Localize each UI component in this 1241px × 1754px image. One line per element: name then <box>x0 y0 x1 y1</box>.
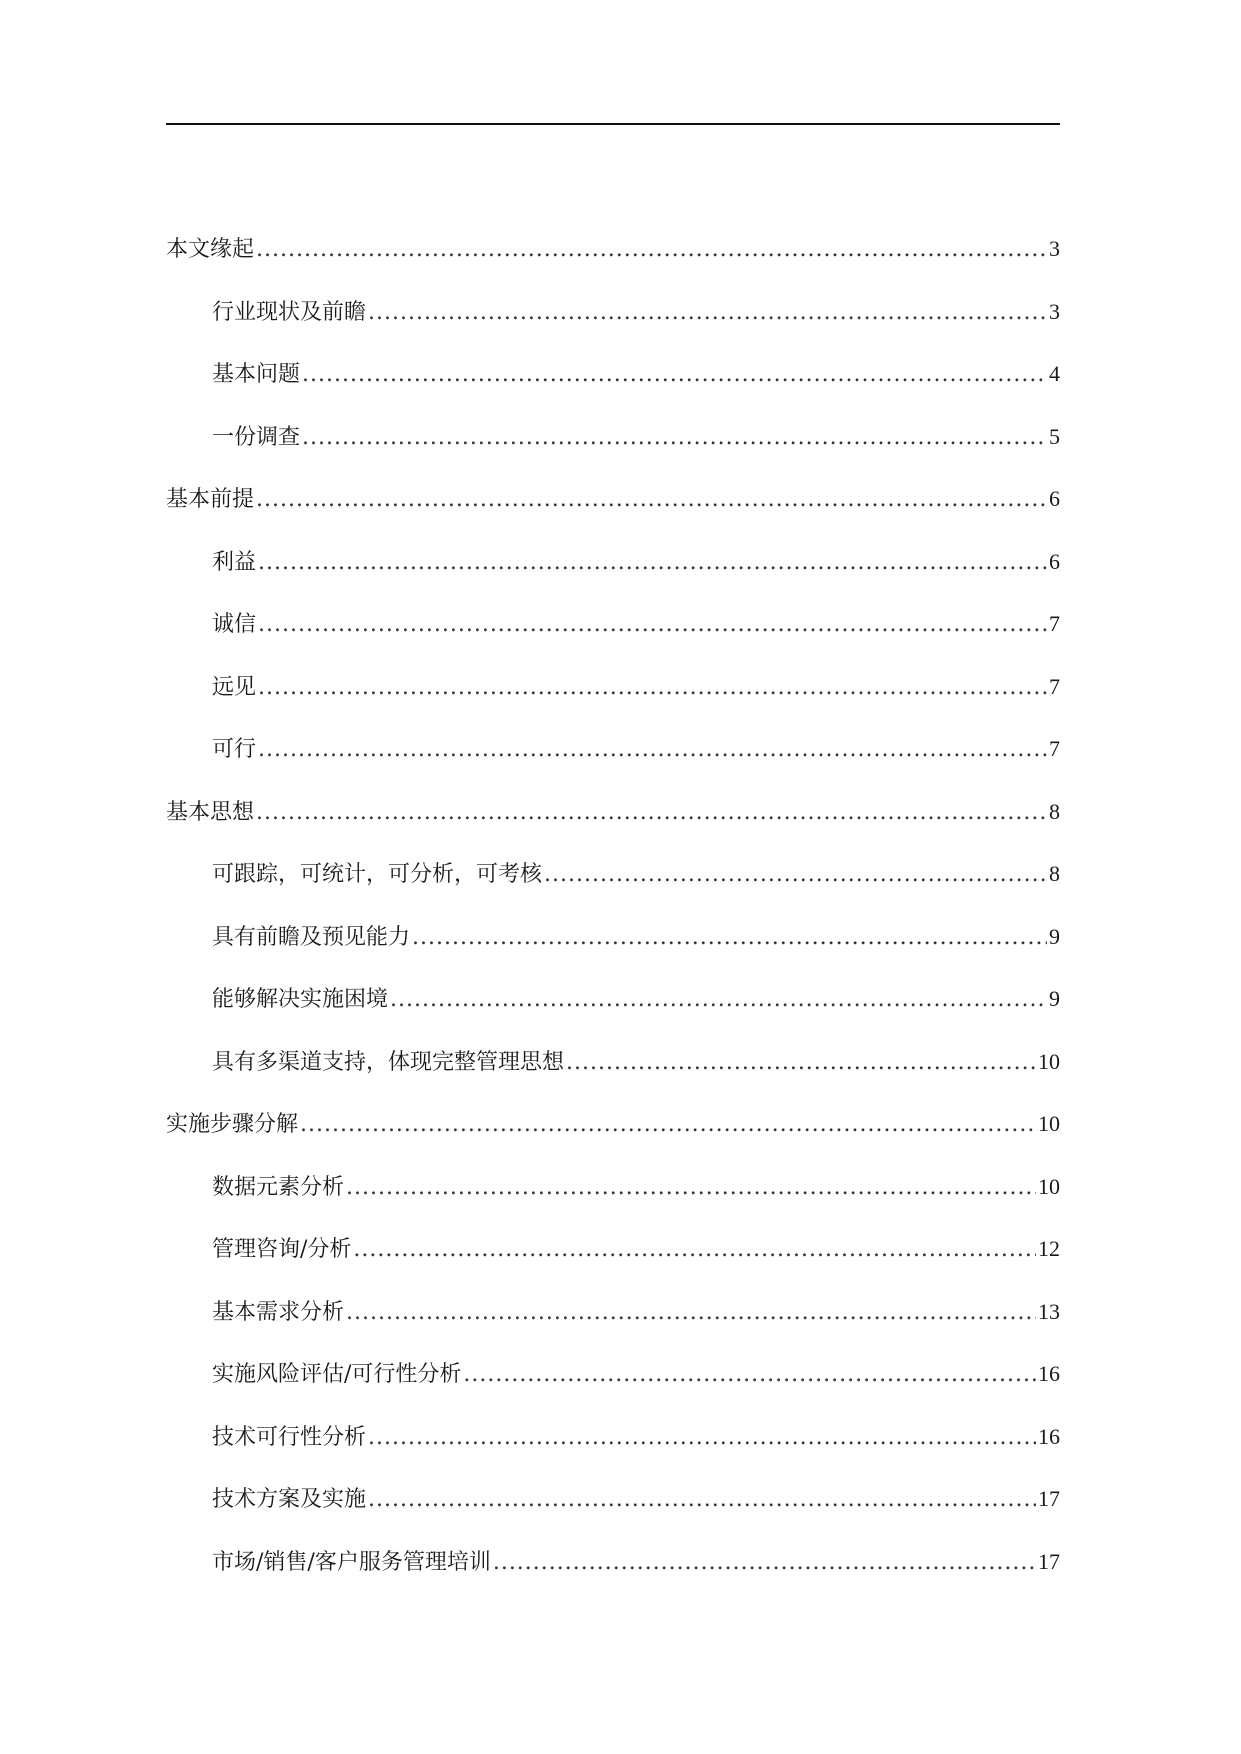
toc-entry[interactable] <box>166 484 1060 547</box>
toc-entry[interactable] <box>166 859 1060 922</box>
toc-entry-page-number: 10 <box>1038 1173 1060 1199</box>
dot-leader <box>256 235 1047 265</box>
toc-entry-page-number: 3 <box>1049 298 1060 324</box>
toc-entry[interactable] <box>166 422 1060 485</box>
toc-entry-page-number: 7 <box>1049 736 1060 761</box>
toc-entry-title: 具有多渠道支持，体现完整管理思想 <box>212 1049 565 1075</box>
toc-entry-page-number: 13 <box>1038 1298 1060 1324</box>
toc-entry-title: 本文缘起 <box>166 237 255 262</box>
dot-leader <box>258 610 1047 640</box>
toc-entry-page-number: 8 <box>1049 861 1060 886</box>
toc-entry-title: 管理咨询/分析 <box>212 1237 352 1262</box>
toc-entry[interactable] <box>166 1547 1060 1610</box>
toc-entry-title: 一份调查 <box>212 424 301 450</box>
toc-entry[interactable] <box>166 984 1060 1047</box>
toc-entry-title: 远见 <box>212 674 257 700</box>
toc-entry-page-number: 7 <box>1049 611 1060 636</box>
toc-entry[interactable] <box>166 359 1060 422</box>
toc-entry-title: 基本问题 <box>212 362 301 387</box>
dot-leader <box>302 423 1047 453</box>
toc-entry[interactable] <box>166 1172 1060 1235</box>
toc-entry-title: 可行 <box>212 737 257 762</box>
dot-leader <box>368 298 1047 328</box>
toc-entry-page-number: 16 <box>1038 1423 1060 1449</box>
dot-leader <box>390 985 1047 1015</box>
dot-leader <box>302 360 1047 390</box>
toc-entry-title: 基本前提 <box>166 487 255 512</box>
toc-entry-title: 可跟踪，可统计，可分析，可考核 <box>212 862 543 887</box>
dot-leader <box>353 1235 1036 1265</box>
toc-entry-page-number: 5 <box>1049 423 1060 449</box>
dot-leader <box>493 1548 1036 1578</box>
toc-entry-page-number: 10 <box>1038 1111 1060 1136</box>
dot-leader <box>258 735 1047 765</box>
toc-entry-title: 利益 <box>212 549 257 575</box>
dot-leader <box>463 1360 1036 1390</box>
dot-leader <box>368 1423 1036 1453</box>
table-of-contents <box>166 234 1060 1609</box>
dot-leader <box>258 548 1047 578</box>
dot-leader <box>566 1048 1036 1078</box>
dot-leader <box>346 1298 1036 1328</box>
toc-entry-page-number: 10 <box>1038 1048 1060 1074</box>
toc-entry[interactable] <box>166 922 1060 985</box>
toc-entry[interactable] <box>166 547 1060 610</box>
toc-entry-page-number: 9 <box>1049 986 1060 1011</box>
toc-entry-page-number: 6 <box>1049 548 1060 574</box>
toc-entry[interactable] <box>166 797 1060 860</box>
toc-entry-page-number: 8 <box>1049 798 1060 824</box>
header-rule <box>166 123 1060 125</box>
dot-leader <box>300 1110 1036 1140</box>
toc-entry-page-number: 4 <box>1049 361 1060 386</box>
toc-entry-page-number: 7 <box>1049 673 1060 699</box>
toc-entry[interactable] <box>166 1234 1060 1297</box>
toc-entry[interactable] <box>166 1359 1060 1422</box>
dot-leader <box>256 485 1047 515</box>
toc-entry-page-number: 6 <box>1049 486 1060 511</box>
toc-entry-title: 技术方案及实施 <box>212 1487 367 1512</box>
dot-leader <box>346 1173 1036 1203</box>
toc-entry-page-number: 12 <box>1038 1236 1060 1261</box>
toc-entry-title: 基本思想 <box>166 799 255 825</box>
toc-entry-title: 实施步骤分解 <box>166 1112 299 1137</box>
toc-entry-page-number: 3 <box>1049 236 1060 261</box>
toc-entry-page-number: 17 <box>1038 1486 1060 1511</box>
toc-entry-title: 实施风险评估/可行性分析 <box>212 1362 462 1387</box>
toc-entry-title: 数据元素分析 <box>212 1174 345 1200</box>
toc-entry-title: 具有前瞻及预见能力 <box>212 924 411 950</box>
dot-leader <box>412 923 1047 953</box>
toc-entry-page-number: 16 <box>1038 1361 1060 1386</box>
toc-entry[interactable] <box>166 609 1060 672</box>
toc-entry[interactable] <box>166 1047 1060 1110</box>
toc-entry-title: 技术可行性分析 <box>212 1424 367 1450</box>
toc-entry-page-number: 17 <box>1038 1548 1060 1574</box>
dot-leader <box>368 1485 1036 1515</box>
dot-leader <box>256 798 1047 828</box>
toc-entry-title: 基本需求分析 <box>212 1299 345 1325</box>
toc-entry[interactable] <box>166 1484 1060 1547</box>
toc-entry[interactable] <box>166 1109 1060 1172</box>
toc-entry[interactable] <box>166 297 1060 360</box>
toc-entry[interactable] <box>166 734 1060 797</box>
toc-entry[interactable] <box>166 672 1060 735</box>
toc-entry[interactable] <box>166 1297 1060 1360</box>
toc-entry-title: 市场/销售/客户服务管理培训 <box>212 1549 491 1575</box>
dot-leader <box>544 860 1047 890</box>
toc-entry[interactable] <box>166 1422 1060 1485</box>
toc-entry-page-number: 9 <box>1049 923 1060 949</box>
toc-entry-title: 能够解决实施困境 <box>212 987 389 1012</box>
toc-entry[interactable] <box>166 234 1060 297</box>
dot-leader <box>258 673 1047 703</box>
toc-entry-title: 行业现状及前瞻 <box>212 299 367 325</box>
toc-entry-title: 诚信 <box>212 612 257 637</box>
